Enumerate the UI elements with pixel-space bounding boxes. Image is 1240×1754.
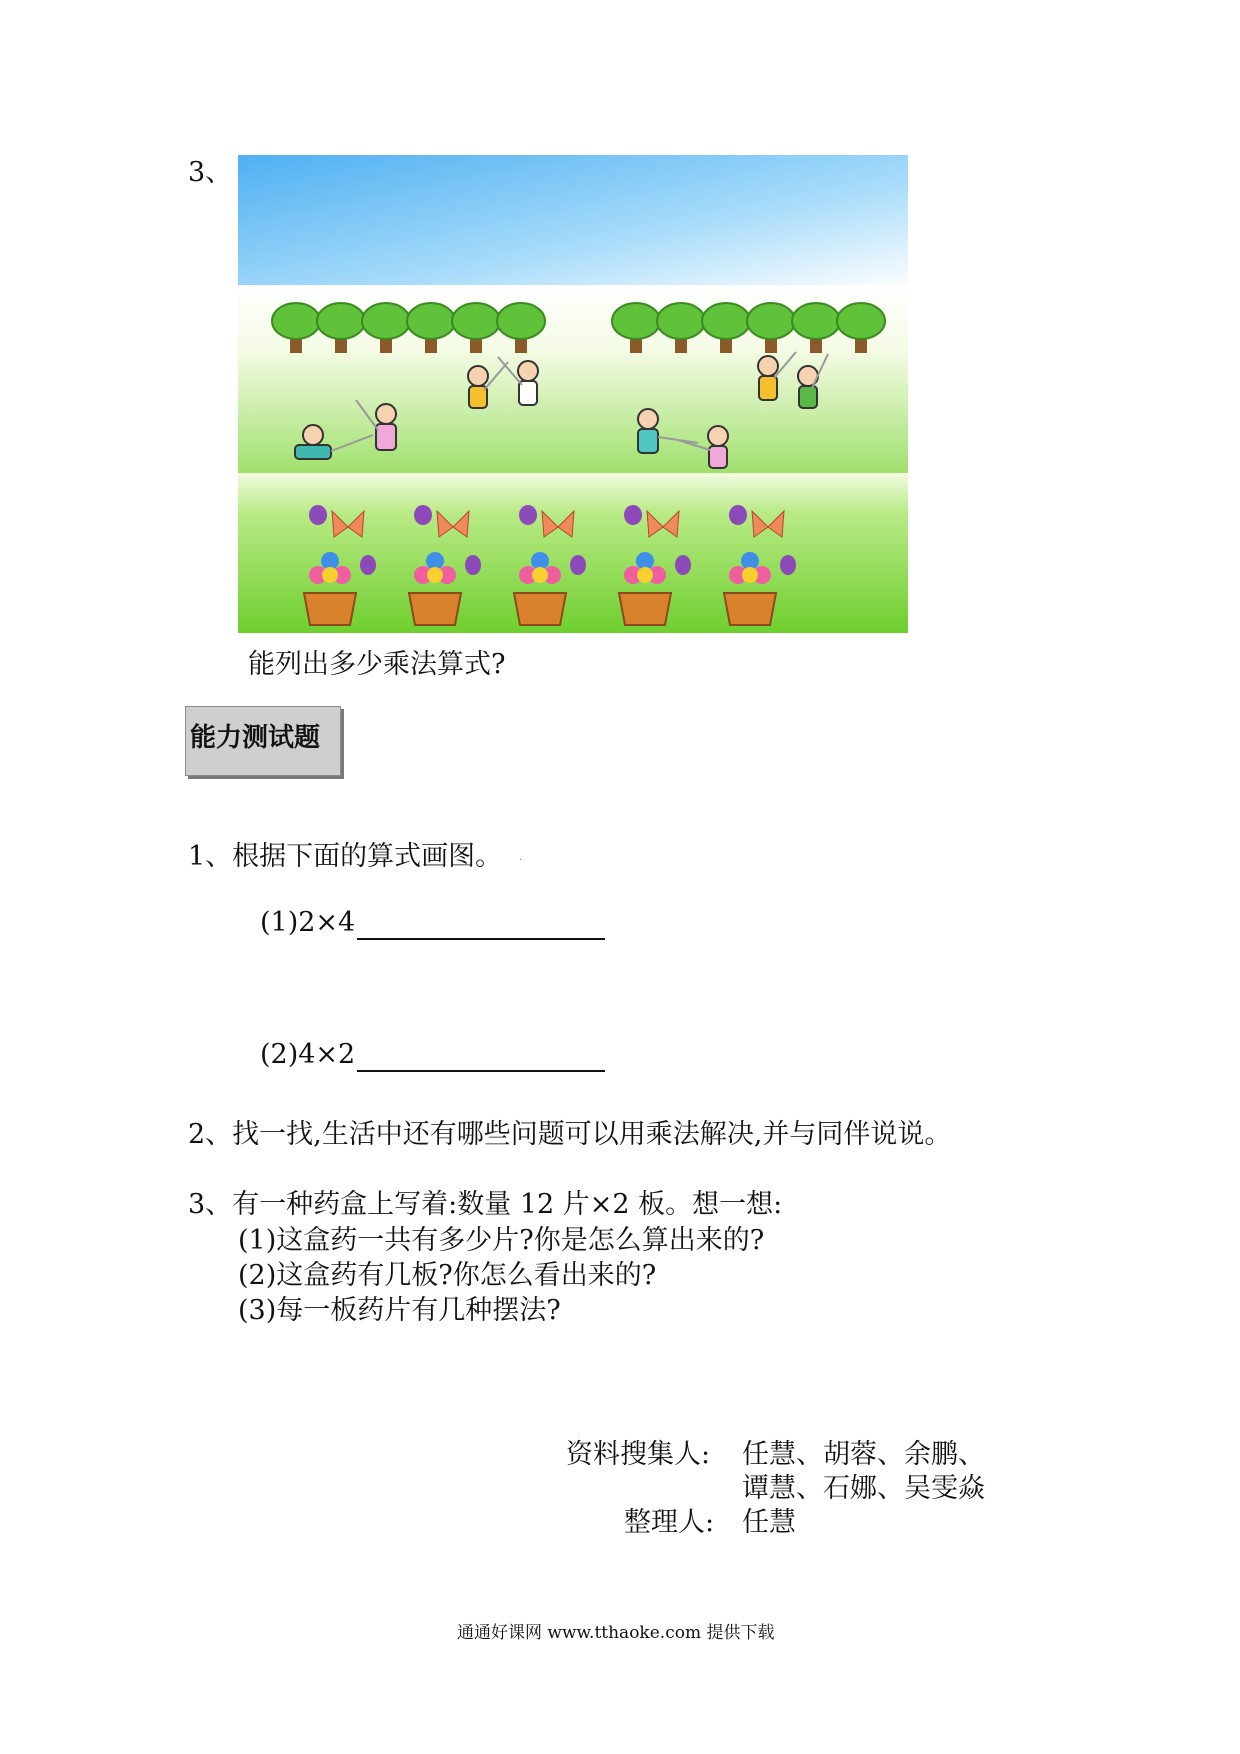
problem-3-sub-1: (1)这盒药一共有多少片?你是怎么算出来的? bbox=[238, 1225, 765, 1256]
question-number: 3、 bbox=[188, 157, 233, 188]
illustration-scene bbox=[238, 155, 908, 633]
problem-3-text: 3、有一种药盒上写着:数量 12 片×2 板。想一想: bbox=[188, 1189, 783, 1220]
problem-2-text: 2、找一找,生活中还有哪些问题可以用乘法解决,并与同伴说说。 bbox=[188, 1119, 952, 1150]
editor-name: 任慧 bbox=[742, 1507, 796, 1538]
flower-pot-icon bbox=[619, 593, 671, 625]
sky bbox=[238, 155, 908, 290]
problem-3-sub-3: (3)每一板药片有几种摆法? bbox=[238, 1295, 561, 1326]
equation-2 bbox=[260, 1038, 605, 1072]
butterfly-icon bbox=[675, 555, 691, 575]
equation-2-label: (2)4×2 bbox=[260, 1039, 356, 1070]
equation-1-label: (1)2×4 bbox=[260, 907, 356, 938]
butterfly-icon bbox=[624, 505, 642, 525]
section-title: 能力测试题 bbox=[190, 723, 321, 753]
flower-pot-icon bbox=[724, 593, 776, 625]
section-header-box bbox=[185, 706, 341, 776]
collectors-line-1: 任慧、胡蓉、余鹏、 bbox=[742, 1439, 985, 1470]
butterfly-icon bbox=[729, 505, 747, 525]
collectors-line-2: 谭慧、石娜、吴雯焱 bbox=[742, 1473, 985, 1504]
page-footer: 通通好课网 www.tthaoke.com 提供下载 bbox=[457, 1623, 775, 1643]
butterfly-icon bbox=[780, 555, 796, 575]
butterfly-icon bbox=[360, 555, 376, 575]
problem-3-sub-2: (2)这盒药有几板?你怎么看出来的? bbox=[238, 1260, 657, 1291]
answer-line-1[interactable] bbox=[357, 908, 605, 940]
problem-1-text: 1、根据下面的算式画图。 bbox=[188, 841, 503, 872]
collector-label: 资料搜集人: bbox=[566, 1439, 711, 1470]
flower-pot-icon bbox=[409, 593, 461, 625]
flower-pot-icon bbox=[514, 593, 566, 625]
butterfly-icon bbox=[414, 505, 432, 525]
flower-pot-icon bbox=[304, 593, 356, 625]
butterfly-icon bbox=[519, 505, 537, 525]
scene-caption: 能列出多少乘法算式? bbox=[248, 649, 506, 680]
butterfly-icon bbox=[570, 555, 586, 575]
answer-line-2[interactable] bbox=[357, 1040, 605, 1072]
stray-dot: . bbox=[519, 852, 523, 863]
butterfly-icon bbox=[309, 505, 327, 525]
butterfly-icon bbox=[465, 555, 481, 575]
editor-label: 整理人: bbox=[624, 1507, 715, 1538]
equation-1 bbox=[260, 906, 605, 940]
